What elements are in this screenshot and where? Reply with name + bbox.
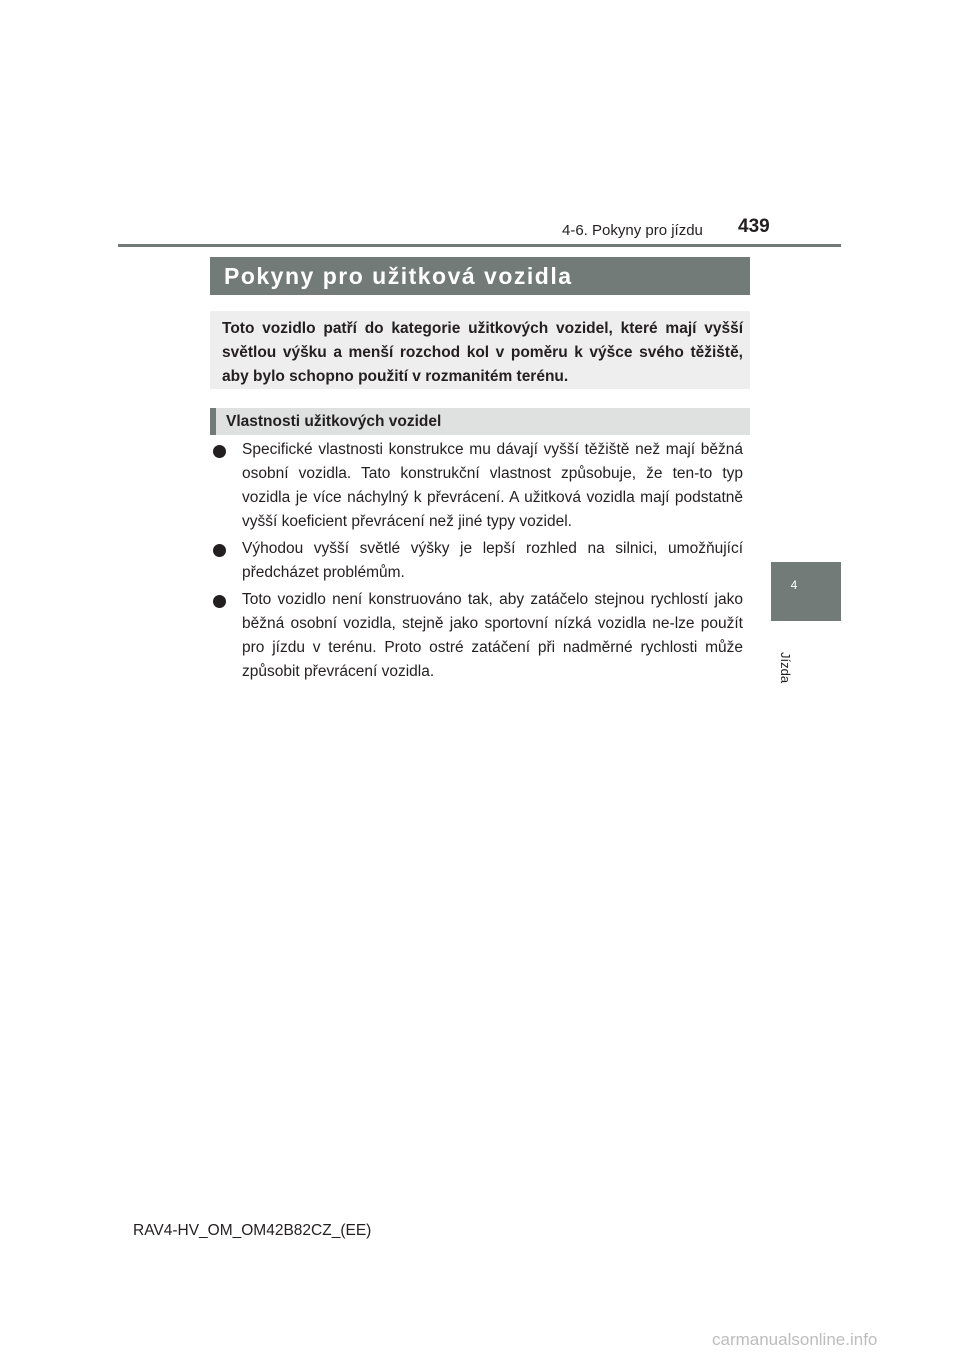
header-rule: [118, 244, 841, 247]
bullet-list: [212, 438, 743, 687]
subsection-heading-bar: [210, 408, 216, 435]
subsection-heading: [210, 408, 750, 435]
list-item-text: Toto vozidlo není konstruováno tak, aby zatáčelo stejnou rychlostí jako běžná osobní vozidla, stejně jako sportovní nízká vozidla ne-lze použít pro jízdu v terénu. Proto ostré zatáčení při nadměrné rychlosti může způsobit převrácení vozidla.: [242, 591, 743, 680]
page-number: 439: [738, 216, 770, 237]
chapter-tab-number: 4: [790, 578, 798, 592]
subsection-heading-text: Vlastnosti užitkových vozidel: [226, 413, 442, 430]
footer-document-code: RAV4-HV_OM_OM42B82CZ_(EE): [133, 1222, 372, 1239]
list-item-text: Výhodou vyšší světlé výšky je lepší rozhled na silnici, umožňující předcházet problémům.: [242, 540, 743, 581]
intro-box: Toto vozidlo patří do kategorie užitkových vozidel, které mají vyšší světlou výšku a menší rozchod kol v poměru k výšce svého těžiště, aby bylo schopno použití v rozmanitém terénu.: [210, 311, 750, 389]
bullet-icon: [213, 595, 226, 608]
list-item-text: Specifické vlastnosti konstrukce mu dávají vyšší těžiště než mají běžná osobní vozidla. Tato konstrukční vlastnost způsobuje, že ten-to typ vozidla je více náchylný k převrácení. A užitková vozidla mají podstatně vyšší koeficient převrácení než jiné typy vozidel.: [242, 441, 743, 530]
list-item: [212, 438, 743, 534]
bullet-icon: [213, 445, 226, 458]
bullet-icon: [213, 544, 226, 557]
list-item: [212, 588, 743, 684]
list-item: [212, 537, 743, 585]
watermark: carmanualsonline.info: [712, 1330, 878, 1349]
chapter-tab-label: Jízda: [778, 652, 793, 684]
running-header-section: 4-6. Pokyny pro jízdu: [562, 222, 703, 239]
section-title: Pokyny pro užitková vozidla: [210, 257, 750, 295]
